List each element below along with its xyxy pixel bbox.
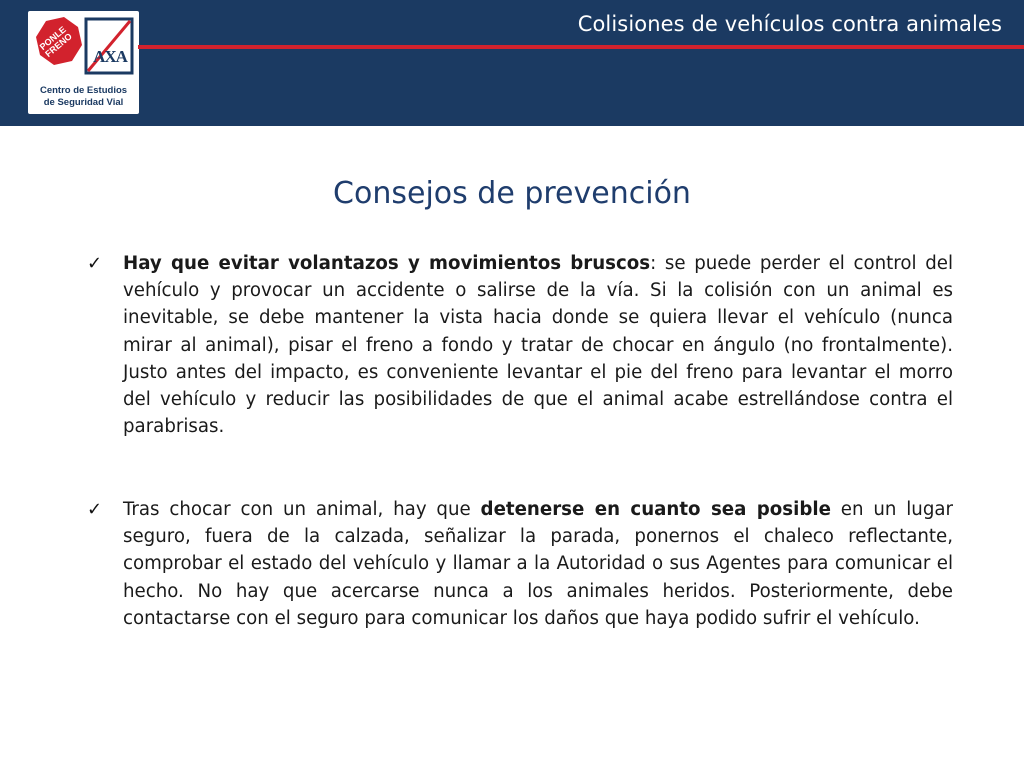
bullet-text	[123, 496, 953, 632]
logo-brand-text: AXA	[93, 47, 127, 66]
checkmark-icon: ✓	[87, 499, 103, 520]
bullet-text	[123, 250, 953, 440]
checkmark-icon: ✓	[87, 253, 103, 274]
bullet-text-after: : se puede perder el control del vehículo y provocar un accidente o salirse de la vía. Si la colisión con un animal es inevitable, se debe mantener la vista hacia donde se quiera llevar el vehículo (nunca mirar al animal), pisar el freno a fondo y tratar de chocar en ángulo (no frontalmente). Justo antes del impacto, es conveniente levantar el pie del freno para levantar el morro del vehículo y reducir las posibilidades de que el animal acabe estrellándose contra el parabrisas.	[123, 253, 953, 438]
bullet-bold-phrase: detenerse en cuanto sea posible	[480, 499, 831, 520]
header-bar	[0, 0, 1024, 126]
slide-title: Consejos de prevención	[333, 176, 691, 211]
logo-subtitle-line1: Centro de Estudios	[39, 85, 128, 96]
logo-subtitle-line2: de Seguridad Vial	[43, 97, 124, 108]
bullet-item	[87, 250, 953, 440]
bullet-text-after: en un lugar seguro, fuera de la calzada, señalizar la parada, ponernos el chaleco reflectante, comprobar el estado del vehículo y llamar a la Autoridad o sus Agentes para comunicar el hecho. No hay que acercarse nunca a los animales heridos. Posteriormente, debe contactarse con el seguro para comunicar los daños que haya podido sufrir el vehículo.	[123, 499, 953, 629]
header-title: Colisiones de vehículos contra animales	[577, 12, 1002, 36]
bullet-bold-lead: Hay que evitar volantazos y movimientos bruscos	[123, 253, 651, 274]
bullet-text-before: Tras chocar con un animal, hay que	[123, 499, 481, 520]
logo-stamp-text: PONLE FRENO	[37, 24, 74, 60]
logo	[28, 11, 139, 114]
bullet-item	[87, 496, 953, 632]
header-red-rule	[138, 45, 1024, 49]
